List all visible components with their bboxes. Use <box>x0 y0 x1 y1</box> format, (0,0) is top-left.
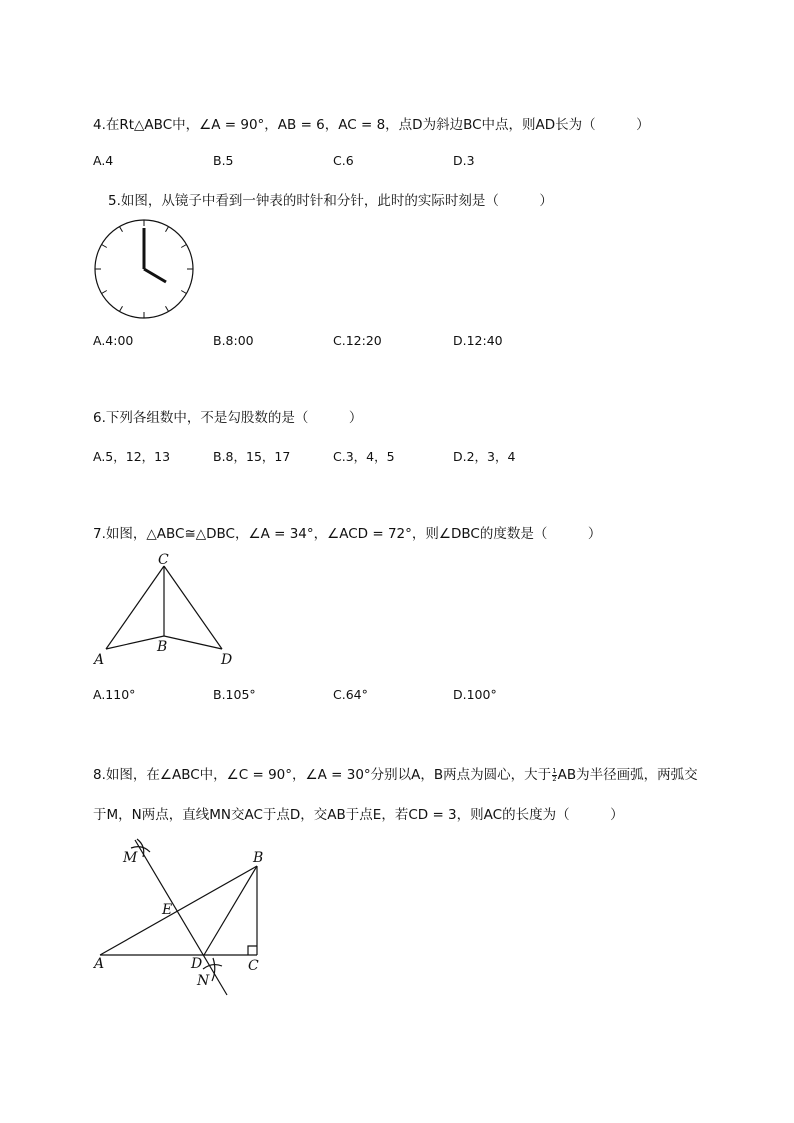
q5-option-c: C.12:20 <box>333 333 382 348</box>
q7-option-b: B.105° <box>213 687 256 702</box>
triangle-figure-q7 <box>92 550 252 670</box>
q5-option-b: B.8:00 <box>213 333 254 348</box>
q8-label-e: E <box>162 902 173 918</box>
q8-stem-part-b: AB为半径画弧，两弧交 <box>557 767 698 783</box>
clock-tick <box>166 227 169 232</box>
clock-figure <box>94 219 194 319</box>
q4-option-d: D.3 <box>453 153 475 168</box>
q6-option-d: D.2，3，4 <box>453 449 516 464</box>
q8-label-b: B <box>253 850 264 866</box>
q7-label-b: B <box>157 639 168 655</box>
q7-option-c: C.64° <box>333 687 368 702</box>
q7-label-d: D <box>221 652 233 668</box>
q4-option-a: A.4 <box>93 153 114 168</box>
q6-option-b: B.8，15，17 <box>213 449 291 464</box>
q7-label-a: A <box>94 652 105 668</box>
question-7-stem: 7.如图，△ABC≅△DBC，∠A = 34°，∠ACD = 72°，则∠DBC的度数是（ ） <box>93 526 602 542</box>
q5-option-a: A.4:00 <box>93 333 134 348</box>
q6-option-a: A.5，12，13 <box>93 449 171 464</box>
q4-option-c: C.6 <box>333 153 354 168</box>
q8-label-c: C <box>248 958 259 974</box>
q5-option-d: D.12:40 <box>453 333 503 348</box>
clock-tick <box>102 291 107 294</box>
question-6-stem: 6.下列各组数中，不是勾股数的是（ ） <box>93 410 363 426</box>
clock-tick <box>181 245 186 248</box>
q8-label-m: M <box>123 850 138 866</box>
clock-hour-hand <box>144 269 166 282</box>
triangle-figure-q8 <box>90 838 280 1003</box>
q8-fraction: $\frac{1}{2}$ <box>552 766 557 783</box>
q6-option-c: C.3，4，5 <box>333 449 395 464</box>
q8-stem-part-a: 8.如图，在∠ABC中，∠C = 90°，∠A = 30°分别以A，B两点为圆心，大于 <box>93 767 552 783</box>
q8-label-a: A <box>94 956 105 972</box>
q7-option-a: A.110° <box>93 687 136 702</box>
clock-tick <box>120 227 123 232</box>
q8-label-d: D <box>191 956 203 972</box>
clock-tick <box>102 245 107 248</box>
question-8-stem-line2: 于M，N两点，直线MN交AC于点D，交AB于点E，若CD = 3，则AC的长度为（ ） <box>93 807 624 823</box>
question-8-stem-line1 <box>93 763 698 783</box>
clock-tick <box>120 306 123 311</box>
q7-label-c: C <box>158 552 169 568</box>
q8-label-n: N <box>197 973 210 989</box>
clock-tick <box>166 306 169 311</box>
question-4-stem: 4.在Rt△ABC中，∠A = 90°，AB = 6，AC = 8，点D为斜边BC中点，则AD长为（ ） <box>93 117 650 133</box>
clock-tick <box>181 291 186 294</box>
question-5-stem: 5.如图，从镜子中看到一钟表的时针和分针，此时的实际时刻是（ ） <box>108 193 553 209</box>
q7-option-d: D.100° <box>453 687 497 702</box>
q4-option-b: B.5 <box>213 153 234 168</box>
